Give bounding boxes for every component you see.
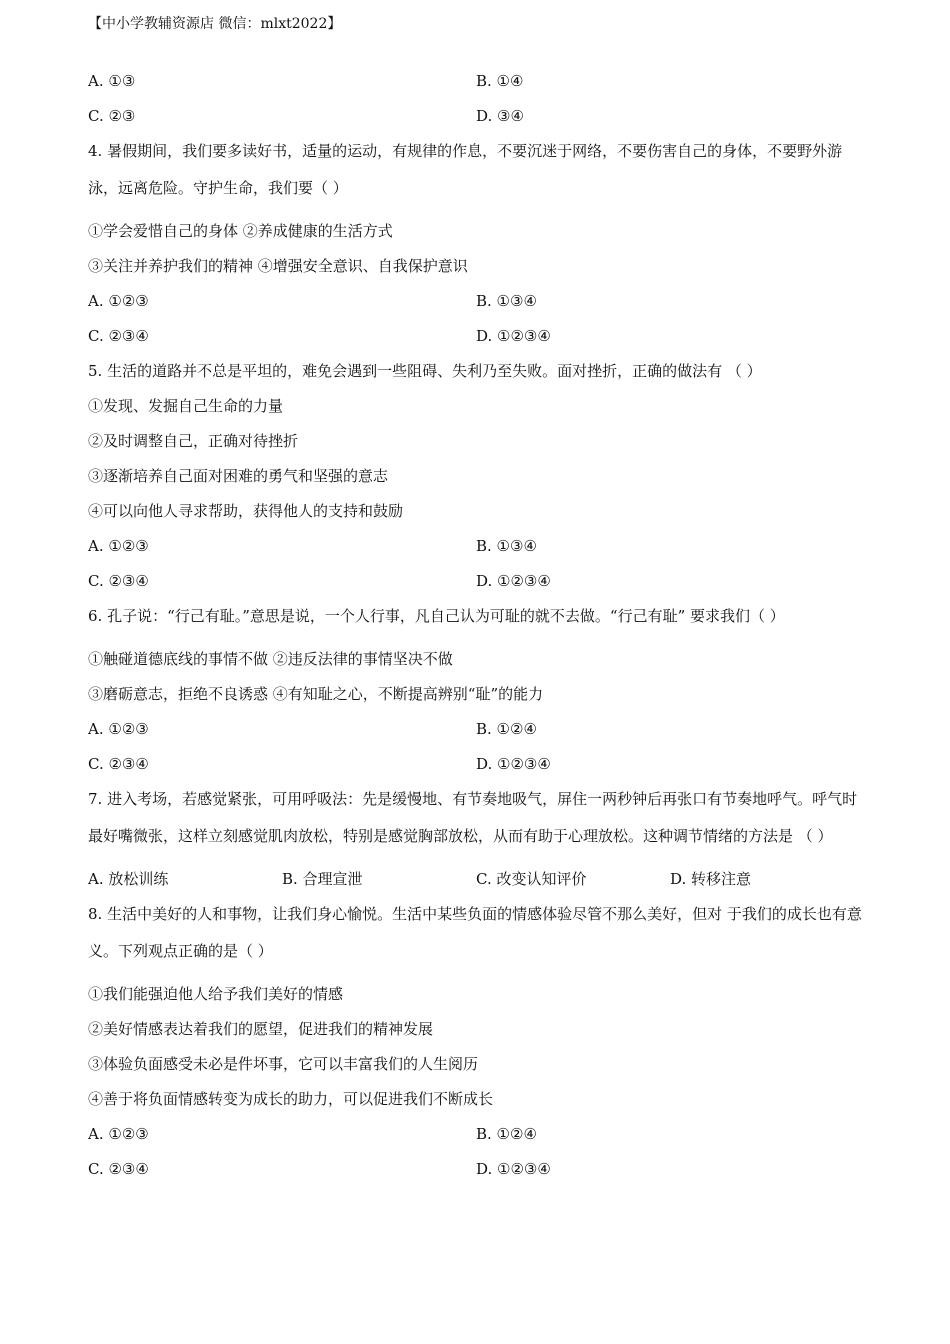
q5-option-d: D. ①②③④ <box>476 572 551 590</box>
q7-option-c: C. 改变认知评价 <box>476 870 587 888</box>
q4-options-row-1 <box>88 290 863 312</box>
q3-options-row-1 <box>88 70 863 92</box>
q4-option-a: A. ①②③ <box>88 292 149 310</box>
q7-option-b: B. 合理宣泄 <box>282 870 363 888</box>
q5-question: 5. 生活的道路并不总是平坦的，难免会遇到一些阻碍、失利乃至失败。面对挫折，正确的做法有 （ ） <box>88 362 762 380</box>
q8-option-c: C. ②③④ <box>88 1160 149 1178</box>
q8-question: 8. 生活中美好的人和事物，让我们身心愉悦。生活中某些负面的情感体验尽管不那么美好，但对 于我们的成长也有意义。下列观点正确的是（ ） <box>88 905 862 960</box>
q3-option-b: B. ①④ <box>476 72 524 90</box>
q3-options-row-2 <box>88 105 863 127</box>
q8-options-row-2 <box>88 1158 863 1180</box>
q7-option-a: A. 放松训练 <box>88 870 169 888</box>
q8-option-b: B. ①②④ <box>476 1125 537 1143</box>
q7-options-row <box>88 868 863 890</box>
q3-option-a: A. ①③ <box>88 72 136 90</box>
q5-statement-3: ③逐渐培养自己面对困难的勇气和坚强的意志 <box>88 467 389 485</box>
document-body <box>88 70 863 1193</box>
q5-statement-2: ②及时调整自己，正确对待挫折 <box>88 432 299 450</box>
q5-statement-4: ④可以向他人寻求帮助，获得他人的支持和鼓励 <box>88 502 404 520</box>
q6-option-c: C. ②③④ <box>88 755 149 773</box>
q3-option-c: C. ②③ <box>88 107 136 125</box>
q8-options-row-1 <box>88 1123 863 1145</box>
page-header: 【中小学教辅资源店 微信：mlxt2022】 <box>88 16 342 32</box>
q8-statement-1: ①我们能强迫他人给予我们美好的情感 <box>88 985 344 1003</box>
q5-option-b: B. ①③④ <box>476 537 537 555</box>
q4-option-b: B. ①③④ <box>476 292 537 310</box>
q6-options-row-2 <box>88 753 863 775</box>
q8-statement-4: ④善于将负面情感转变为成长的助力，可以促进我们不断成长 <box>88 1090 494 1108</box>
q5-option-a: A. ①②③ <box>88 537 149 555</box>
q4-statement-2: ③关注并养护我们的精神 ④增强安全意识、自我保护意识 <box>88 257 468 275</box>
q8-option-d: D. ①②③④ <box>476 1160 551 1178</box>
q5-statement-1: ①发现、发掘自己生命的力量 <box>88 397 284 415</box>
q4-option-c: C. ②③④ <box>88 327 149 345</box>
q5-options-row-2 <box>88 570 863 592</box>
q6-statement-2: ③磨砺意志，拒绝不良诱惑 ④有知耻之心，不断提高辨别“耻”的能力 <box>88 685 544 703</box>
q8-statement-3: ③体验负面感受未必是件坏事，它可以丰富我们的人生阅历 <box>88 1055 479 1073</box>
q6-option-a: A. ①②③ <box>88 720 149 738</box>
q6-statement-1: ①触碰道德底线的事情不做 ②违反法律的事情坚决不做 <box>88 650 453 668</box>
q4-statement-1: ①学会爱惜自己的身体 ②养成健康的生活方式 <box>88 222 393 240</box>
q7-question: 7. 进入考场，若感觉紧张，可用呼吸法：先是缓慢地、有节奏地吸气，屏住一两秒钟后再张口有节奏地呼气。呼气时最好嘴微张，这样立刻感觉肌肉放松，特别是感觉胸部放松，从而有助于心理放松。这种调节情绪的方法是 （ ） <box>88 790 858 845</box>
q8-option-a: A. ①②③ <box>88 1125 149 1143</box>
q3-option-d: D. ③④ <box>476 107 524 125</box>
q8-statement-2: ②美好情感表达着我们的愿望，促进我们的精神发展 <box>88 1020 434 1038</box>
q5-option-c: C. ②③④ <box>88 572 149 590</box>
q4-option-d: D. ①②③④ <box>476 327 551 345</box>
q4-question: 4. 暑假期间，我们要多读好书，适量的运动，有规律的作息，不要沉迷于网络，不要伤害自己的身体，不要野外游泳，远离危险。守护生命，我们要（ ） <box>88 142 843 197</box>
q4-options-row-2 <box>88 325 863 347</box>
q6-option-b: B. ①②④ <box>476 720 537 738</box>
q5-options-row-1 <box>88 535 863 557</box>
q7-option-d: D. 转移注意 <box>670 870 752 888</box>
q6-options-row-1 <box>88 718 863 740</box>
q6-option-d: D. ①②③④ <box>476 755 551 773</box>
q6-question: 6. 孔子说：“行己有耻。”意思是说，一个人行事，凡自己认为可耻的就不去做。“行己有耻” 要求我们（ ） <box>88 607 785 625</box>
